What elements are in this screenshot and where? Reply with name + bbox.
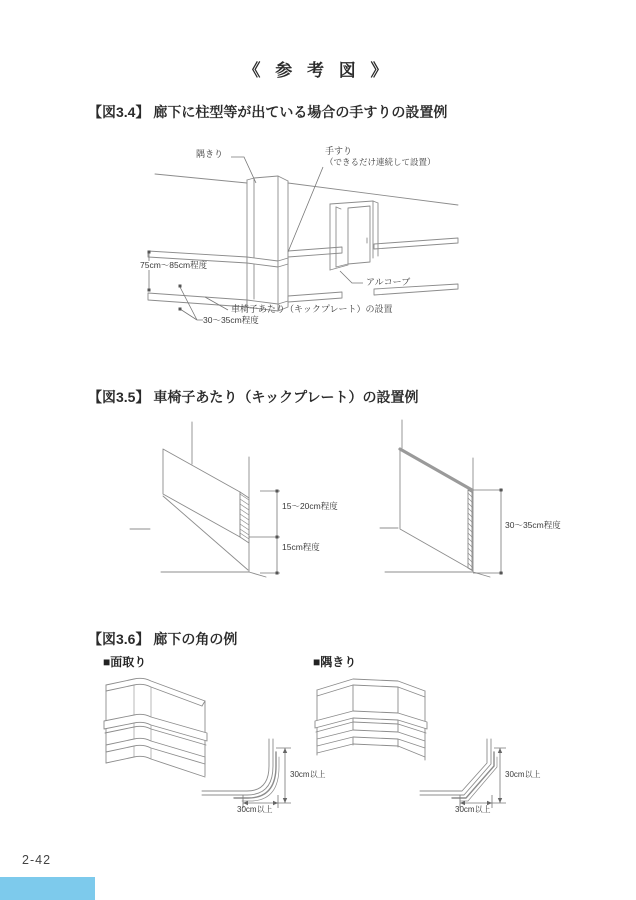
fig36-drawing (104, 678, 497, 801)
dimension-arrows (243, 748, 502, 805)
fig36-chamfer-heading: ■面取り (103, 655, 147, 669)
footer-accent-bar (0, 877, 95, 900)
fig34-label-kick-plate: 車椅子あたり（キックプレート）の設置 (231, 304, 393, 314)
fig36-right-vertical-dim: 30cm以上 (505, 770, 541, 779)
fig34-label-alcove: アルコーブ (366, 277, 411, 287)
fig36-left-horizontal-dim: 30cm以上 (237, 805, 273, 814)
page-title: 《 参 考 図 》 (243, 61, 393, 80)
fig34-label-corner-cut: 隅きり (196, 149, 224, 159)
fig34-label-handrail-note: （できるだけ連続して設置） (325, 157, 436, 167)
fig35-drawing (130, 420, 490, 577)
fig36-dimensions (243, 748, 506, 808)
fig34-label-handrail: 手すり (325, 146, 353, 156)
fig36-corner-cut-heading: ■隅きり (313, 655, 357, 669)
fig35-dim-lower-range: 15cm程度 (282, 542, 320, 552)
fig36-left-vertical-dim: 30cm以上 (290, 770, 326, 779)
fig35-caption: 【図3.5】 車椅子あたり（キックプレート）の設置例 (88, 389, 419, 405)
fig35-dim-right-range: 30～35cm程度 (505, 520, 561, 530)
fig36-right-horizontal-dim: 30cm以上 (455, 805, 491, 814)
fig34-drawing (148, 174, 458, 311)
fig34-caption: 【図3.4】 廊下に柱型等が出ている場合の手すりの設置例 (88, 104, 448, 120)
page-number: 2-42 (22, 853, 52, 867)
fig34-dim-kick-height: 30～35cm程度 (203, 315, 259, 325)
fig36-caption: 【図3.6】 廊下の角の例 (88, 631, 238, 647)
fig35-dim-upper-range: 15～20cm程度 (282, 501, 338, 511)
fig34-dim-rail-height: 75cm～85cm程度 (140, 260, 208, 270)
